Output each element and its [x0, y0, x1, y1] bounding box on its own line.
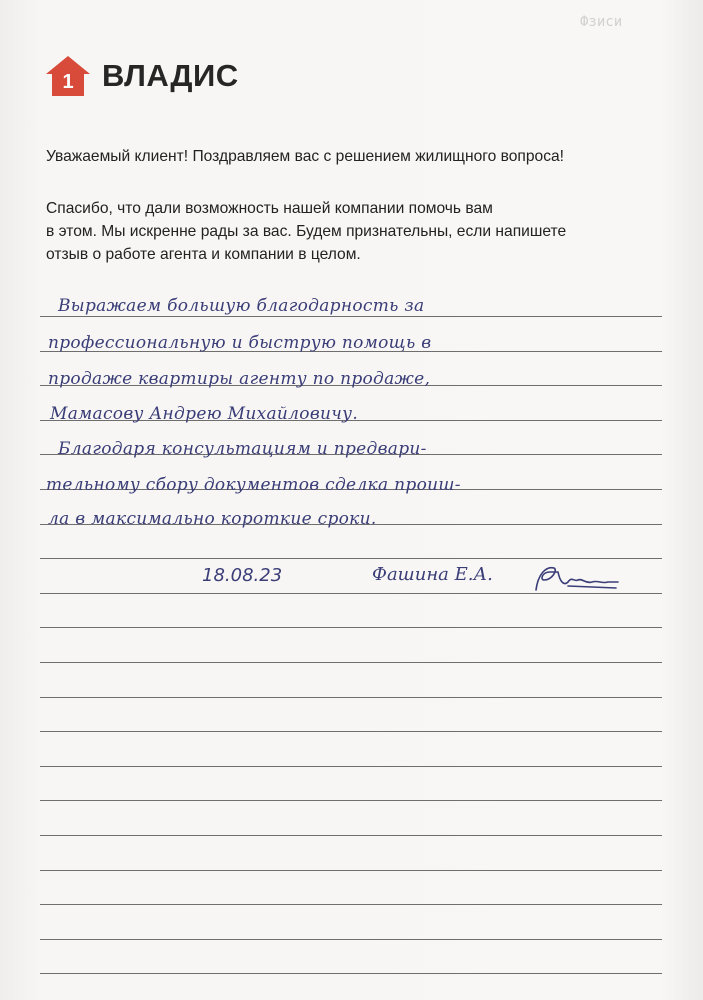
ruled-line: [40, 627, 662, 628]
handwritten-line: тельному сбору документов сделка проиш-: [46, 475, 461, 495]
ruled-line: [40, 800, 662, 801]
ruled-line: [40, 316, 662, 317]
corner-mark: Фзиси: [580, 14, 623, 30]
greeting-text: Уважаемый клиент! Поздравляем вас с решением жилищного вопроса!: [46, 148, 565, 165]
ruled-line: [40, 766, 662, 767]
handwritten-line: продаже квартиры агенту по продаже,: [48, 369, 431, 389]
handwritten-line: ла в максимально короткие сроки.: [48, 509, 377, 529]
ruled-lines: [40, 0, 662, 1000]
handwritten-signature: [528, 560, 624, 596]
logo-digit: 1: [62, 71, 74, 93]
ruled-line: [40, 697, 662, 698]
ruled-line: [40, 870, 662, 871]
intro-line: Спасибо, что дали возможность нашей компании помочь вам: [46, 200, 493, 217]
handwritten-line: Выражаем большую благодарность за: [58, 296, 425, 316]
ruled-line: [40, 904, 662, 905]
intro-line: в этом. Мы искренне рады за вас. Будем признательны, если напишете: [46, 223, 567, 240]
ruled-line: [40, 731, 662, 732]
ruled-line: [40, 939, 662, 940]
handwritten-line: Мамасову Андрею Михайловичу.: [50, 404, 359, 424]
handwritten-line: профессиональную и быструю помощь в: [48, 333, 432, 353]
ruled-line: [40, 662, 662, 663]
handwritten-date: 18.08.23: [202, 565, 283, 586]
handwritten-line: Благодаря консультациям и предвари-: [58, 439, 427, 459]
ruled-line: [40, 973, 662, 974]
signer-name: Фашина Е.А.: [372, 564, 493, 585]
brand-name: ВЛАДИС: [102, 58, 239, 93]
ruled-line: [40, 835, 662, 836]
intro-line: отзыв о работе агента и компании в целом.: [46, 246, 361, 263]
